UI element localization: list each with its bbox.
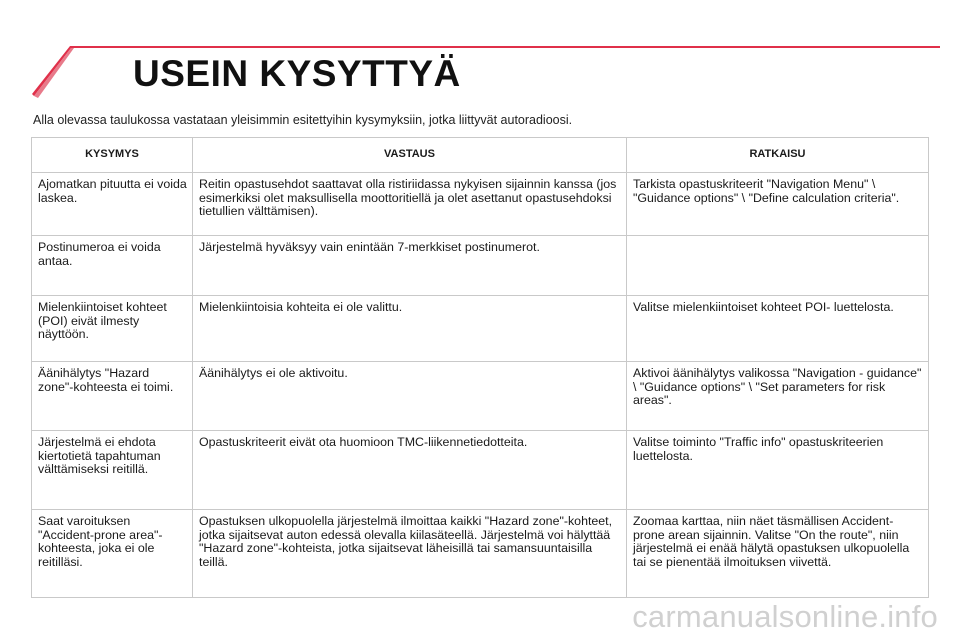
table-row [32, 236, 929, 296]
question-cell: Järjestelmä ei ehdota kiertotietä tapahtuman välttämiseksi reitillä. [32, 431, 193, 510]
intro-text: Alla olevassa taulukossa vastataan yleisimmin esitettyihin kysymyksiin, jotka liittyvät autoradioosi. [33, 113, 573, 127]
watermark-text: carmanualsonline.info [632, 599, 938, 634]
answer-cell: Opastuskriteerit eivät ota huomioon TMC-liikennetiedotteita. [193, 431, 627, 510]
solution-cell: Valitse mielenkiintoiset kohteet POI- luettelosta. [627, 296, 929, 362]
answer-cell: Opastuksen ulkopuolella järjestelmä ilmoittaa kaikki "Hazard zone"-kohteet, jotka sijaitsevat auton edessä olevalla kiilasäteellä. Järjestelmä voi hälyttää "Hazard zone"-kohteista, jotka sijaitsevat läheisillä tai samansuuntaisilla teillä. [193, 510, 627, 598]
answer-cell: Äänihälytys ei ole aktivoitu. [193, 362, 627, 431]
solution-cell: Tarkista opastuskriteerit "Navigation Menu" \ "Guidance options" \ "Define calculation criteria". [627, 173, 929, 236]
table-header-row [32, 138, 929, 173]
table-row [32, 173, 929, 236]
header-solution: RATKAISU [627, 138, 929, 173]
header-answer: VASTAUS [193, 138, 627, 173]
table-row [32, 510, 929, 598]
question-cell: Saat varoituksen "Accident-prone area"-kohteesta, joka ei ole reitilläsi. [32, 510, 193, 598]
faq-table [31, 137, 929, 598]
answer-cell: Reitin opastusehdot saattavat olla ristiriidassa nykyisen sijainnin kanssa (jos esimerkiksi olet maksullisella moottoritiellä ja olet asettanut opastusehdoksi tietullien välttämisen). [193, 173, 627, 236]
answer-cell: Mielenkiintoisia kohteita ei ole valittu. [193, 296, 627, 362]
question-cell: Ajomatkan pituutta ei voida laskea. [32, 173, 193, 236]
table-row [32, 296, 929, 362]
solution-cell [627, 236, 929, 296]
solution-cell: Zoomaa karttaa, niin näet täsmällisen Accident-prone arean sijainnin. Valitse "On the route", niin järjestelmä ei enää hälytä opastuksen ulkopuolella tai se pienentää ilmoituksen viivettä. [627, 510, 929, 598]
red-header-corner [34, 48, 74, 98]
answer-cell: Järjestelmä hyväksyy vain enintään 7-merkkiset postinumerot. [193, 236, 627, 296]
table-row [32, 362, 929, 431]
page-title: USEIN KYSYTTYÄ [133, 53, 461, 94]
solution-cell: Valitse toiminto "Traffic info" opastuskriteerien luettelosta. [627, 431, 929, 510]
header-question: KYSYMYS [32, 138, 193, 173]
question-cell: Mielenkiintoiset kohteet (POI) eivät ilmesty näyttöön. [32, 296, 193, 362]
question-cell: Äänihälytys "Hazard zone"-kohteesta ei toimi. [32, 362, 193, 431]
solution-cell: Aktivoi äänihälytys valikossa "Navigation - guidance" \ "Guidance options" \ "Set parameters for risk areas". [627, 362, 929, 431]
table-row [32, 431, 929, 510]
question-cell: Postinumeroa ei voida antaa. [32, 236, 193, 296]
